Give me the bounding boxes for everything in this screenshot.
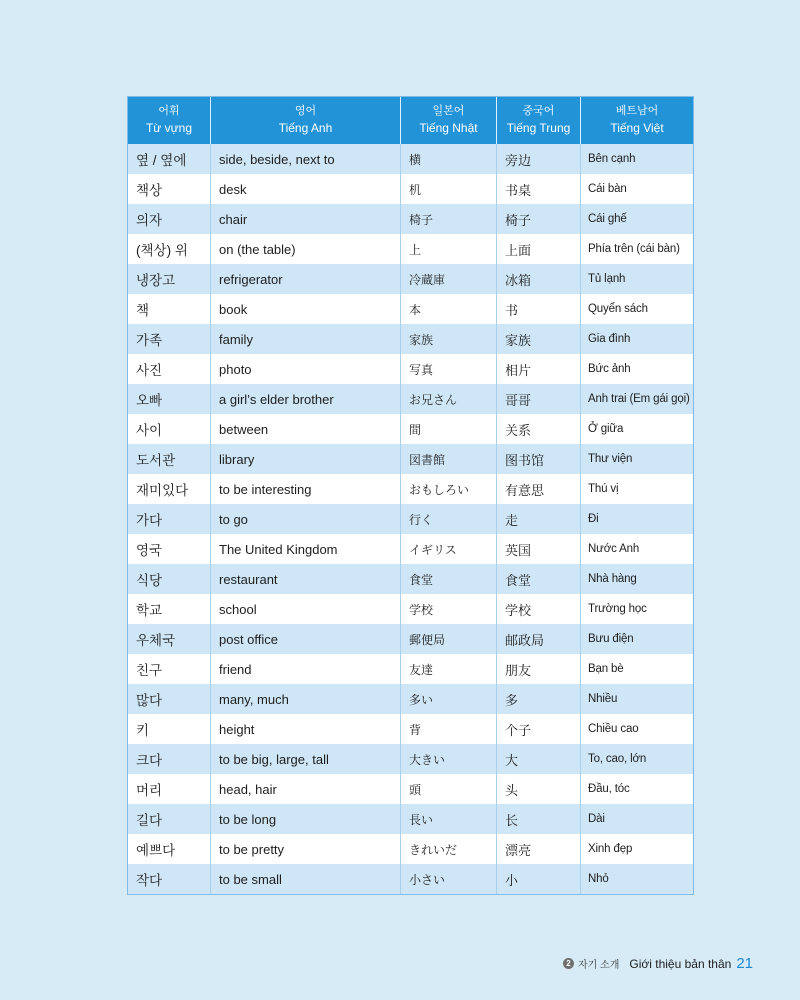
vietnamese-cell: Nhỏ <box>580 864 693 894</box>
vietnamese-cell: Bạn bè <box>580 654 693 684</box>
chinese-cell: 书 <box>496 294 580 324</box>
table-row <box>128 744 693 774</box>
column-header-vocabulary <box>128 97 210 144</box>
table-row <box>128 324 693 354</box>
vietnamese-cell: Tủ lạnh <box>580 264 693 294</box>
korean-word-cell: 의자 <box>136 213 163 228</box>
chinese-cell: 书桌 <box>496 174 580 204</box>
table-row <box>128 774 693 804</box>
japanese-cell: 小さい <box>400 864 496 894</box>
japanese-cell: きれいだ <box>400 834 496 864</box>
korean-word-cell: 사진 <box>136 363 163 378</box>
english-cell: head, hair <box>210 774 400 804</box>
english-cell: photo <box>210 354 400 384</box>
chapter-number-badge: 2 <box>563 958 574 969</box>
column-header-english <box>210 97 400 144</box>
english-cell: refrigerator <box>210 264 400 294</box>
english-cell: restaurant <box>210 564 400 594</box>
chinese-cell: 关系 <box>496 414 580 444</box>
chinese-cell: 漂亮 <box>496 834 580 864</box>
chinese-cell: 邮政局 <box>496 624 580 654</box>
column-header-korean-label: 어휘 <box>158 105 180 118</box>
table-row <box>128 174 693 204</box>
korean-word-cell: 크다 <box>136 753 163 768</box>
korean-word-cell: 냉장고 <box>136 273 176 288</box>
vocabulary-table <box>127 96 694 895</box>
column-header-korean-label: 일본어 <box>432 105 465 118</box>
vietnamese-cell: Ở giữa <box>580 414 693 444</box>
korean-word-cell: 길다 <box>136 813 163 828</box>
japanese-cell: おもしろい <box>400 474 496 504</box>
table-row <box>128 204 693 234</box>
japanese-cell: イギリス <box>400 534 496 564</box>
english-cell: school <box>210 594 400 624</box>
table-row <box>128 414 693 444</box>
english-cell: to be pretty <box>210 834 400 864</box>
japanese-cell: 家族 <box>400 324 496 354</box>
table-row <box>128 444 693 474</box>
korean-word-cell: 도서관 <box>136 453 176 468</box>
table-row <box>128 264 693 294</box>
vietnamese-cell: To, cao, lớn <box>580 744 693 774</box>
column-header-vietnamese-label: Tiếng Trung <box>506 120 571 135</box>
vietnamese-cell: Chiều cao <box>580 714 693 744</box>
table-body <box>128 144 693 894</box>
chinese-cell: 哥哥 <box>496 384 580 414</box>
vietnamese-cell: Đầu, tóc <box>580 774 693 804</box>
vietnamese-cell: Cái bàn <box>580 174 693 204</box>
vietnamese-cell: Phía trên (cái bàn) <box>580 234 693 264</box>
japanese-cell: 椅子 <box>400 204 496 234</box>
table-row <box>128 864 693 894</box>
chinese-cell: 英国 <box>496 534 580 564</box>
chinese-cell: 多 <box>496 684 580 714</box>
vietnamese-cell: Thú vị <box>580 474 693 504</box>
korean-word-cell: 오빠 <box>136 393 163 408</box>
column-header-vietnamese <box>580 97 693 144</box>
chinese-cell: 小 <box>496 864 580 894</box>
page-number: 21 <box>736 955 753 972</box>
japanese-cell: お兄さん <box>400 384 496 414</box>
korean-word-cell: 많다 <box>136 693 163 708</box>
table-row <box>128 834 693 864</box>
japanese-cell: 横 <box>400 144 496 174</box>
japanese-cell: 図書館 <box>400 444 496 474</box>
korean-word-cell: 머리 <box>136 783 163 798</box>
chinese-cell: 相片 <box>496 354 580 384</box>
korean-word-cell: 식당 <box>136 573 163 588</box>
table-header <box>128 97 693 144</box>
chinese-cell: 图书馆 <box>496 444 580 474</box>
japanese-cell: 本 <box>400 294 496 324</box>
vietnamese-cell: Anh trai (Em gái gọi) <box>580 384 693 414</box>
chinese-cell: 学校 <box>496 594 580 624</box>
vietnamese-cell: Gia đình <box>580 324 693 354</box>
english-cell: to be interesting <box>210 474 400 504</box>
column-header-japanese <box>400 97 496 144</box>
korean-word-cell: (책상) 위 <box>136 243 188 258</box>
table-row <box>128 384 693 414</box>
english-cell: to be big, large, tall <box>210 744 400 774</box>
english-cell: many, much <box>210 684 400 714</box>
table-row <box>128 804 693 834</box>
vietnamese-cell: Thư viện <box>580 444 693 474</box>
english-cell: chair <box>210 204 400 234</box>
table-row <box>128 504 693 534</box>
chinese-cell: 头 <box>496 774 580 804</box>
japanese-cell: 間 <box>400 414 496 444</box>
japanese-cell: 友達 <box>400 654 496 684</box>
vietnamese-cell: Bưu điện <box>580 624 693 654</box>
korean-word-cell: 친구 <box>136 663 163 678</box>
column-header-korean-label: 영어 <box>294 105 317 118</box>
korean-word-cell: 우체국 <box>136 633 176 648</box>
chinese-cell: 家族 <box>496 324 580 354</box>
japanese-cell: 冷蔵庫 <box>400 264 496 294</box>
table-row <box>128 624 693 654</box>
chinese-cell: 走 <box>496 504 580 534</box>
english-cell: to go <box>210 504 400 534</box>
japanese-cell: 郵便局 <box>400 624 496 654</box>
korean-word-cell: 키 <box>136 723 150 738</box>
english-cell: side, beside, next to <box>210 144 400 174</box>
korean-word-cell: 영국 <box>136 543 163 558</box>
vietnamese-cell: Dài <box>580 804 693 834</box>
column-header-chinese <box>496 97 580 144</box>
english-cell: book <box>210 294 400 324</box>
japanese-cell: 多い <box>400 684 496 714</box>
table-row <box>128 144 693 174</box>
vietnamese-cell: Nhà hàng <box>580 564 693 594</box>
japanese-cell: 机 <box>400 174 496 204</box>
korean-word-cell: 재미있다 <box>136 483 189 498</box>
vietnamese-cell: Xinh đẹp <box>580 834 693 864</box>
chinese-cell: 有意思 <box>496 474 580 504</box>
korean-word-cell: 사이 <box>136 423 163 438</box>
japanese-cell: 学校 <box>400 594 496 624</box>
japanese-cell: 頭 <box>400 774 496 804</box>
japanese-cell: 上 <box>400 234 496 264</box>
korean-word-cell: 책상 <box>136 183 163 198</box>
english-cell: friend <box>210 654 400 684</box>
japanese-cell: 長い <box>400 804 496 834</box>
chinese-cell: 冰箱 <box>496 264 580 294</box>
english-cell: family <box>210 324 400 354</box>
vietnamese-cell: Đi <box>580 504 693 534</box>
korean-word-cell: 가다 <box>136 513 163 528</box>
table-row <box>128 234 693 264</box>
vietnamese-cell: Trường học <box>580 594 693 624</box>
column-header-vietnamese-label: Tiếng Nhật <box>419 120 478 135</box>
chinese-cell: 大 <box>496 744 580 774</box>
chinese-cell: 长 <box>496 804 580 834</box>
japanese-cell: 写真 <box>400 354 496 384</box>
english-cell: to be long <box>210 804 400 834</box>
vietnamese-cell: Bức ảnh <box>580 354 693 384</box>
japanese-cell: 食堂 <box>400 564 496 594</box>
english-cell: on (the table) <box>210 234 400 264</box>
japanese-cell: 行く <box>400 504 496 534</box>
english-cell: between <box>210 414 400 444</box>
column-header-vietnamese-label: Tiếng Anh <box>278 120 333 135</box>
english-cell: The United Kingdom <box>210 534 400 564</box>
english-cell: height <box>210 714 400 744</box>
korean-word-cell: 예쁘다 <box>136 843 176 858</box>
english-cell: library <box>210 444 400 474</box>
chapter-title-vietnamese: Giới thiệu bản thân <box>629 956 732 971</box>
column-header-vietnamese-label: Từ vựng <box>145 120 193 135</box>
vietnamese-cell: Nhiều <box>580 684 693 714</box>
korean-word-cell: 작다 <box>136 873 163 888</box>
japanese-cell: 背 <box>400 714 496 744</box>
english-cell: post office <box>210 624 400 654</box>
japanese-cell: 大きい <box>400 744 496 774</box>
table-row <box>128 714 693 744</box>
vietnamese-cell: Cái ghế <box>580 204 693 234</box>
chinese-cell: 椅子 <box>496 204 580 234</box>
chinese-cell: 朋友 <box>496 654 580 684</box>
chinese-cell: 个子 <box>496 714 580 744</box>
column-header-korean-label: 중국어 <box>522 105 555 118</box>
korean-word-cell: 가족 <box>136 333 163 348</box>
english-cell: to be small <box>210 864 400 894</box>
table-row <box>128 684 693 714</box>
english-cell: desk <box>210 174 400 204</box>
chinese-cell: 旁边 <box>496 144 580 174</box>
korean-word-cell: 학교 <box>136 603 163 618</box>
table-row <box>128 534 693 564</box>
table-row <box>128 564 693 594</box>
vietnamese-cell: Quyển sách <box>580 294 693 324</box>
english-cell: a girl’s elder brother <box>210 384 400 414</box>
table-row <box>128 294 693 324</box>
table-row <box>128 354 693 384</box>
table-row <box>128 654 693 684</box>
chinese-cell: 上面 <box>496 234 580 264</box>
column-header-vietnamese-label: Tiếng Việt <box>610 120 664 135</box>
table-row <box>128 594 693 624</box>
vietnamese-cell: Bên cạnh <box>580 144 693 174</box>
table-row <box>128 474 693 504</box>
korean-word-cell: 책 <box>136 303 150 318</box>
page-footer <box>563 955 753 972</box>
column-header-korean-label: 베트남어 <box>615 105 659 118</box>
korean-word-cell: 옆 / 옆에 <box>136 153 187 168</box>
chapter-title-korean: 자기 소개 <box>577 960 620 971</box>
chinese-cell: 食堂 <box>496 564 580 594</box>
vietnamese-cell: Nước Anh <box>580 534 693 564</box>
